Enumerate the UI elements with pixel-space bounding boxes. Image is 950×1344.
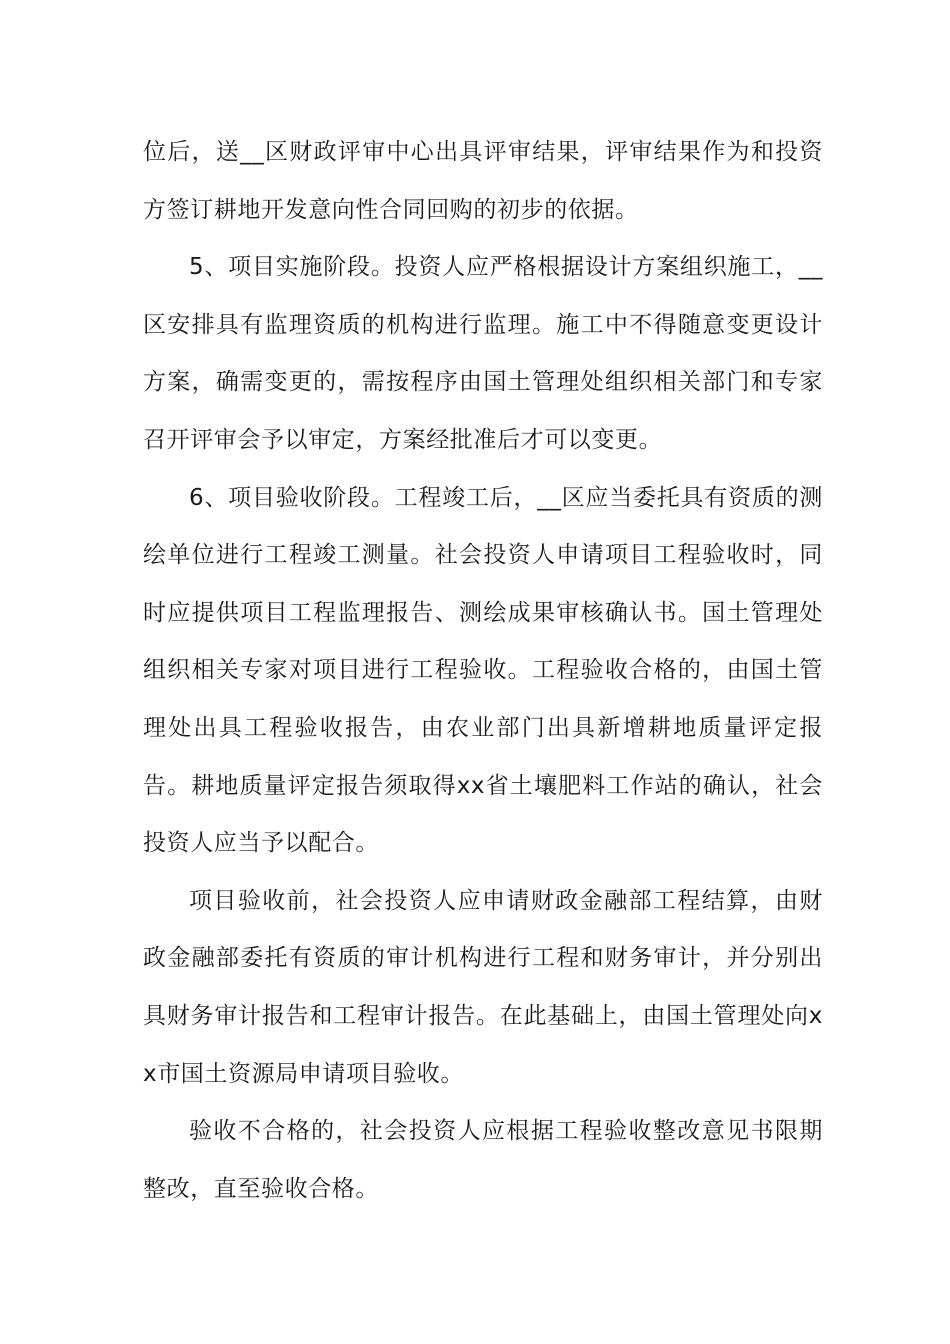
document-body (143, 124, 823, 1218)
paragraph-project-implementation: 5、项目实施阶段。投资人应严格根据设计方案组织施工，__区安排具有监理资质的机构进行监理。施工中不得随意变更设计方案，确需变更的，需按程序由国土管理处组织相关部门和专家召开评审会予以审定，方案经批准后才可以变更。 (143, 254, 823, 453)
paragraph-continuation: 位后，送__区财政评审中心出具评审结果，评审结果作为和投资方签订耕地开发意向性合同回购的初步的依据。 (143, 139, 823, 223)
paragraph-failed-acceptance: 验收不合格的，社会投资人应根据工程验收整改意见书限期整改，直至验收合格。 (143, 1118, 823, 1202)
paragraph-project-acceptance: 6、项目验收阶段。工程竣工后，__区应当委托具有资质的测绘单位进行工程竣工测量。社会投资人申请项目工程验收时，同时应提供项目工程监理报告、测绘成果审核确认书。国土管理处组织相关专家对项目进行工程验收。工程验收合格的，由国土管理处出具工程验收报告，由农业部门出具新增耕地质量评定报告。耕地质量评定报告须取得xx省土壤肥料工作站的确认，社会投资人应当予以配合。 (143, 484, 823, 857)
paragraph-pre-acceptance-audit: 项目验收前，社会投资人应申请财政金融部工程结算，由财政金融部委托有资质的审计机构进行工程和财务审计，并分别出具财务审计报告和工程审计报告。在此基础上，由国土管理处向xx市国土资源局申请项目验收。 (143, 887, 823, 1087)
